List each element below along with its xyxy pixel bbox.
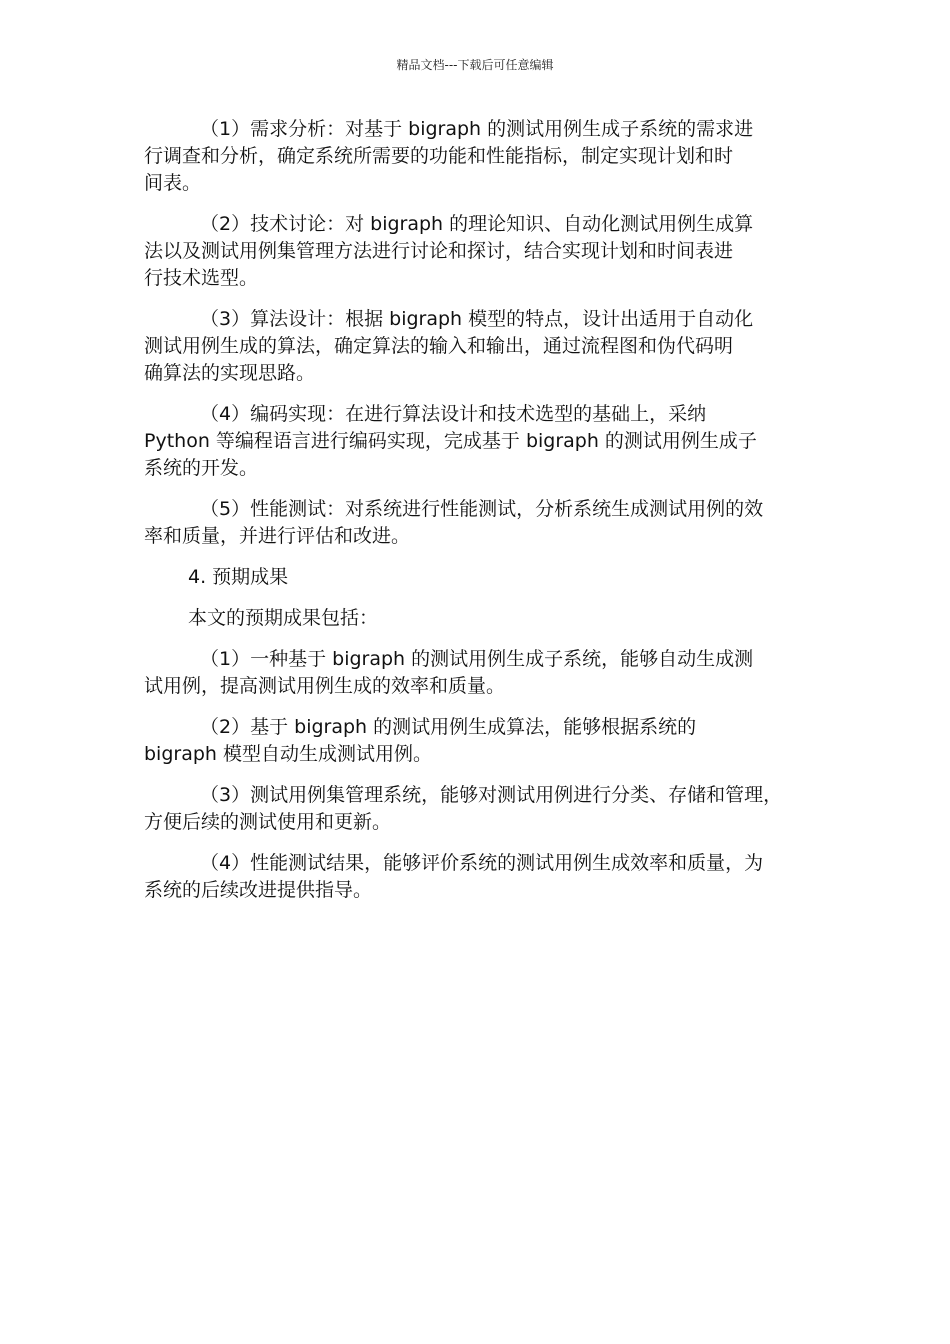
paragraph-technical-discussion — [144, 211, 816, 292]
paragraph-line: 系统的后续改进提供指导。 — [144, 879, 373, 901]
paragraph-algorithm-design — [144, 306, 816, 387]
paragraph-line: 确算法的实现思路。 — [144, 362, 316, 384]
paragraph-line: 本文的预期成果包括： — [188, 607, 379, 629]
paragraph-line: 间表。 — [144, 172, 202, 194]
paragraph-result-algorithm — [144, 714, 816, 768]
section-heading-expected-results — [144, 564, 816, 591]
paragraph-result-subsystem — [144, 646, 816, 700]
paragraph-line: （5）性能测试：对系统进行性能测试，分析系统生成测试用例的效 — [200, 498, 764, 520]
paragraph-requirements-analysis — [144, 116, 816, 197]
paragraph-expected-results-intro — [144, 605, 816, 632]
paragraph-line: 试用例，提高测试用例生成的效率和质量。 — [144, 675, 506, 697]
paragraph-performance-testing — [144, 496, 816, 550]
paragraph-line: 率和质量，并进行评估和改进。 — [144, 525, 411, 547]
paragraph-line: （3）算法设计：根据 bigraph 模型的特点，设计出适用于自动化 — [200, 308, 754, 330]
paragraph-coding-implementation — [144, 401, 816, 482]
paragraph-line: （4）编码实现：在进行算法设计和技术选型的基础上，采纳 — [200, 403, 707, 425]
paragraph-line: （4）性能测试结果，能够评价系统的测试用例生成效率和质量，为 — [200, 852, 764, 874]
paragraph-line: 方便后续的测试使用和更新。 — [144, 811, 392, 833]
paragraph-line: （1）一种基于 bigraph 的测试用例生成子系统，能够自动生成测 — [200, 648, 754, 670]
paragraph-result-management-system — [144, 782, 816, 836]
paragraph-line: 行调查和分析，确定系统所需要的功能和性能指标，制定实现计划和时 — [144, 145, 734, 167]
paragraph-result-performance — [144, 850, 816, 904]
section-heading: 4. 预期成果 — [188, 566, 289, 588]
page-header: 精品文档---下载后可任意编辑 — [396, 58, 554, 72]
paragraph-line: （1）需求分析：对基于 bigraph 的测试用例生成子系统的需求进 — [200, 118, 754, 140]
paragraph-line: （2）技术讨论：对 bigraph 的理论知识、自动化测试用例生成算 — [200, 213, 754, 235]
document-body — [144, 116, 816, 918]
paragraph-line: 法以及测试用例集管理方法进行讨论和探讨，结合实现计划和时间表进 — [144, 240, 734, 262]
paragraph-line: bigraph 模型自动生成测试用例。 — [144, 743, 432, 765]
paragraph-line: Python 等编程语言进行编码实现，完成基于 bigraph 的测试用例生成子 — [144, 430, 757, 452]
paragraph-line: （3）测试用例集管理系统，能够对测试用例进行分类、存储和管理， — [200, 784, 783, 806]
paragraph-line: 系统的开发。 — [144, 457, 259, 479]
paragraph-line: 行技术选型。 — [144, 267, 259, 289]
paragraph-line: （2）基于 bigraph 的测试用例生成算法，能够根据系统的 — [200, 716, 697, 738]
paragraph-line: 测试用例生成的算法，确定算法的输入和输出，通过流程图和伪代码明 — [144, 335, 734, 357]
